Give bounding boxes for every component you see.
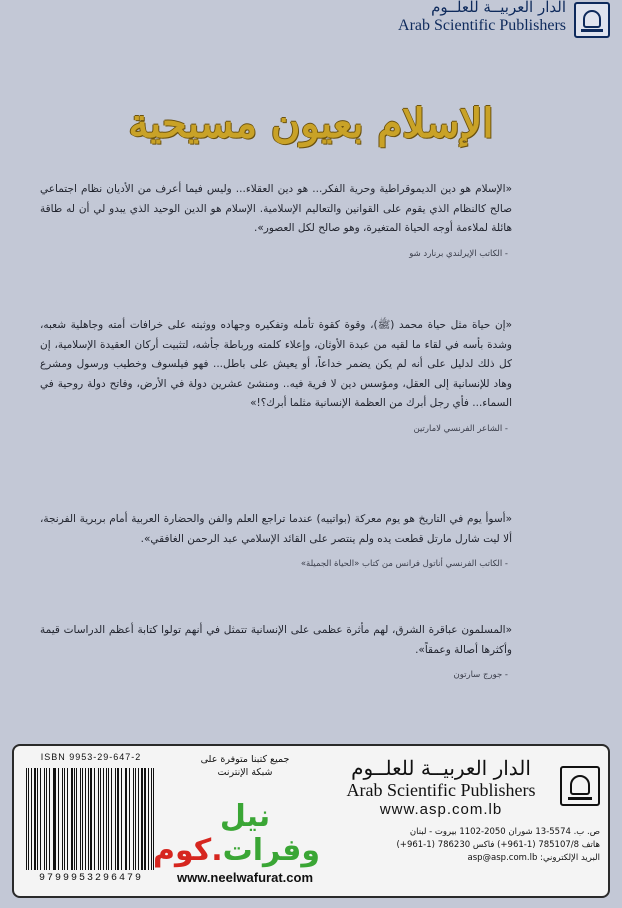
footer-publisher-ar: الدار العربيــة للعلــوم	[351, 756, 531, 780]
barcode-bar	[82, 768, 83, 870]
barcode-bar	[64, 768, 65, 870]
barcode-block	[22, 752, 160, 892]
barcode-bar	[46, 768, 47, 870]
barcode-bar	[133, 768, 134, 870]
quote-attribution: - الكاتب الإيرلندي برنارد شو	[409, 248, 508, 259]
quote-lamartine	[40, 316, 512, 439]
quote-attribution: - الكاتب الفرنسي أناتول فرانس من كتاب «الحياة الجميلة»	[300, 559, 508, 569]
store-url[interactable]: www.neelwafurat.com	[176, 870, 314, 885]
quote-attribution: - الشاعر الفرنسي لامارتين	[413, 423, 508, 434]
barcode-bar	[125, 768, 126, 870]
barcode-bar	[90, 768, 92, 870]
barcode-bar	[62, 768, 63, 870]
barcode-bar	[74, 768, 75, 870]
barcode-number: 9799953296479	[38, 873, 143, 884]
barcode-bar	[144, 768, 145, 870]
quote-text: «المسلمون عباقرة الشرق، لهم مأثرة عظمى على الإنسانية تتمثل في أنهم تولوا كتابة أعظم الدراسات قيمة وأكثرها أصالة وعمقاً».	[40, 624, 512, 656]
barcode-bar	[76, 768, 77, 870]
barcode-bar	[106, 768, 107, 870]
publisher-info-block	[330, 756, 600, 892]
publisher-logo-icon	[574, 2, 610, 38]
barcode-bar	[103, 768, 104, 870]
barcode-bar	[129, 768, 130, 870]
quote-anatole-france	[40, 510, 512, 575]
quote-shaw	[40, 180, 512, 264]
barcode-bar	[85, 768, 86, 870]
quote-text: «أسوأ يوم في التاريخ هو يوم معركة (بواتييه) عندما تراجع العلم والفن والحضارة العربية أمام بربرية الفرنجة، ألا ليت شارل مارتل قطعت يده ولم ينتصر على القائد الإسلامي عبد الرحمن الغافقي».	[40, 513, 512, 545]
barcode-bar	[34, 768, 36, 870]
publisher-name-ar: الدار العربيــة للعلــوم	[431, 0, 566, 16]
barcode-bar	[31, 768, 32, 870]
barcode-bar	[80, 768, 81, 870]
barcode-bar	[94, 768, 95, 870]
barcode-bar	[53, 768, 54, 870]
store-brand	[152, 799, 320, 868]
publisher-header	[380, 0, 610, 42]
barcode-bar	[67, 768, 68, 870]
barcode-bar	[141, 768, 143, 870]
barcode-icon	[26, 768, 156, 870]
store-line-2: شبكة الإنترنت	[217, 767, 273, 778]
barcode-bar	[135, 768, 136, 870]
publisher-contact	[330, 826, 600, 865]
barcode-bar	[58, 768, 59, 870]
barcode-bar	[98, 768, 99, 870]
barcode-bar	[148, 768, 149, 870]
quote-attribution: - جورج سارتون	[453, 670, 508, 680]
publisher-address: ص. ب. 5574-13 شوران 2050-1102 بيروت - لبنان	[409, 827, 600, 837]
barcode-bar	[26, 768, 27, 870]
barcode-bar	[138, 768, 139, 870]
barcode-bar	[40, 768, 41, 870]
barcode-bar	[49, 768, 50, 870]
store-brand-name: نيل وفرات	[219, 799, 320, 868]
book-title: الإسلام بعيون مسيحية	[128, 100, 494, 147]
barcode-bar	[117, 768, 119, 870]
barcode-bar	[44, 768, 45, 870]
barcode-bar	[28, 768, 29, 870]
quote-text: «الإسلام هو دين الديموقراطية وحرية الفكر... هو دين العقلاء... وليس فيما أعرف من الأديان نظام اجتماعي صالح كالنظام الذي يقوم على القوانين والتعاليم الإسلامية. الإسلام هو الدين الوحيد الذي يبدو لي أن له طاقة هائلة لملاءمة أوجه الحياة المتغيرة، وهو صالح لكل العصور».	[40, 183, 512, 234]
barcode-bar	[108, 768, 109, 870]
footer-panel	[12, 744, 610, 898]
barcode-bar	[37, 768, 38, 870]
barcode-bar	[121, 768, 122, 870]
publisher-logo-icon	[560, 766, 600, 806]
barcode-bar	[54, 768, 56, 870]
store-line-1: جميع كتبنا متوفرة على	[200, 754, 290, 765]
store-brand-com: .كوم	[152, 833, 223, 868]
quote-sarton	[40, 621, 512, 686]
barcode-bar	[88, 768, 89, 870]
publisher-website[interactable]: www.asp.com.lb	[379, 801, 503, 818]
isbn: ISBN 9953-29-647-2	[40, 752, 142, 762]
quote-text: «إن حياة مثل حياة محمد (ﷺ)، وقوة كقوة تأمله وتفكيره وجهاده ووثبته على خرافات أمته وجاهلية شعبه، وشدة بأسه في لقاء ما لقيه من عبدة الأوثان، وإعلاء كلمته ورباطة جأشه، لتثبيت أركان العقيدة الإسلامية، إن كل ذلك لدليل على أنه لم يكن يضمر خداعاً، أو يعيش على باطل... فهو فيلسوف وخطيب ورسول ومشرع وهاد للإنسانية إلى العقل، ومؤسس دين لا فرية فيه.. ومنشئ عشرين دولة في الأرض، وفاتح دولة روحية في السماء... فأي رجل أبرك من العظمة الإنسانية مثلما أبرك؟!»	[40, 319, 512, 409]
barcode-bar	[100, 768, 101, 870]
footer-publisher-en: Arab Scientific Publishers	[346, 780, 536, 800]
barcode-bar	[126, 768, 127, 870]
barcode-bar	[71, 768, 73, 870]
publisher-name-en: Arab Scientific Publishers	[398, 17, 566, 34]
barcode-bar	[151, 768, 152, 870]
publisher-phone-fax: هاتف 785107/8 (1-961+) فاكس 786230 (1-961+)	[396, 840, 600, 850]
online-store-block	[152, 752, 320, 892]
publisher-email[interactable]: البريد الإلكتروني: asp@asp.com.lb	[467, 853, 600, 863]
barcode-bar	[111, 768, 112, 870]
barcode-bar	[115, 768, 116, 870]
